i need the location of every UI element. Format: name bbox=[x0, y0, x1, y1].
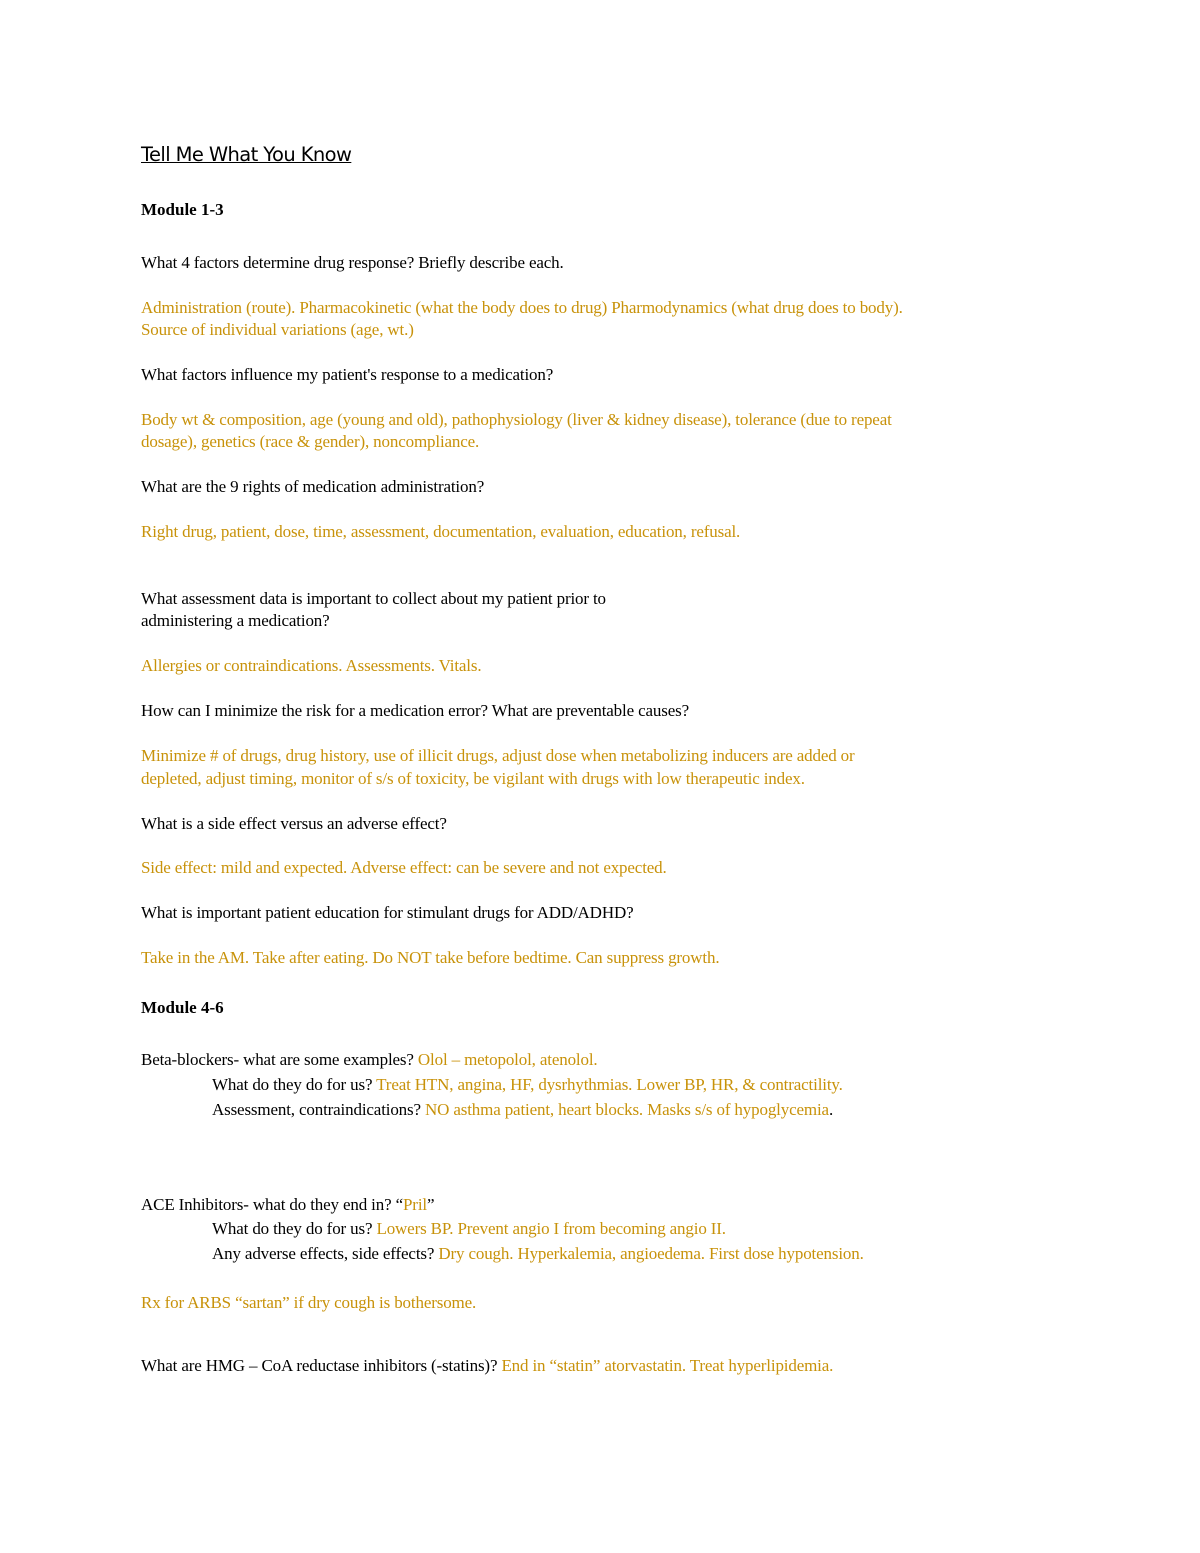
beta-blockers-answer: Olol – metopolol, atenolol. bbox=[417, 1050, 598, 1069]
beta-blockers-assessment bbox=[212, 1099, 833, 1121]
beta-blockers-assessment-period: . bbox=[828, 1100, 834, 1119]
question-9-rights: What are the 9 rights of medication administration? bbox=[141, 477, 485, 496]
ace-inhibitors-answer: Pril bbox=[403, 1195, 427, 1214]
ace-inhibitors-effects bbox=[212, 1243, 864, 1265]
beta-blockers-examples bbox=[141, 1049, 598, 1071]
question-side-effect: What is a side effect versus an adverse effect? bbox=[141, 814, 447, 833]
hmg-coa-answer: End in “statin” atorvastatin. Treat hyperlipidemia. bbox=[501, 1356, 834, 1375]
hmg-coa-question: What are HMG – CoA reductase inhibitors (-statins)? bbox=[141, 1356, 502, 1375]
question-assessment-line2: administering a medication? bbox=[141, 611, 330, 630]
hmg-coa-statins bbox=[141, 1355, 833, 1377]
beta-blockers-uses-answer: Treat HTN, angina, HF, dysrhythmias. Lower BP, HR, & contractility. bbox=[376, 1075, 843, 1094]
document-title: Tell Me What You Know bbox=[141, 143, 352, 166]
question-drug-response: What 4 factors determine drug response? Briefly describe each. bbox=[141, 253, 564, 272]
beta-blockers-assessment-answer: NO asthma patient, heart blocks. Masks s/s of hypoglycemia bbox=[425, 1100, 829, 1119]
module-1-3-heading: Module 1-3 bbox=[141, 200, 224, 219]
answer-stimulant-education: Take in the AM. Take after eating. Do NOT take before bedtime. Can suppress growth. bbox=[141, 948, 720, 967]
ace-inhibitors-effects-answer: Dry cough. Hyperkalemia, angioedema. First dose hypotension. bbox=[438, 1244, 864, 1263]
question-stimulant-education: What is important patient education for stimulant drugs for ADD/ADHD? bbox=[141, 903, 634, 922]
question-medication-error: How can I minimize the risk for a medication error? What are preventable causes? bbox=[141, 701, 689, 720]
beta-blockers-uses-question: What do they do for us? bbox=[212, 1075, 377, 1094]
ace-inhibitors-uses-answer: Lowers BP. Prevent angio I from becoming angio II. bbox=[376, 1219, 726, 1238]
answer-assessment: Allergies or contraindications. Assessments. Vitals. bbox=[141, 656, 482, 675]
answer-medication-error-line2: depleted, adjust timing, monitor of s/s of toxicity, be vigilant with drugs with low therapeutic index. bbox=[141, 769, 805, 788]
arbs-note: Rx for ARBS “sartan” if dry cough is bothersome. bbox=[141, 1293, 477, 1312]
answer-patient-response-line2: dosage), genetics (race & gender), noncompliance. bbox=[141, 432, 480, 451]
beta-blockers-uses bbox=[212, 1074, 843, 1096]
beta-blockers-question: Beta-blockers- what are some examples? bbox=[141, 1050, 418, 1069]
answer-medication-error-line1: Minimize # of drugs, drug history, use of illicit drugs, adjust dose when metabolizing inducers are added or bbox=[141, 746, 855, 765]
question-patient-response: What factors influence my patient's response to a medication? bbox=[141, 365, 554, 384]
ace-inhibitors-uses bbox=[212, 1218, 726, 1240]
answer-patient-response-line1: Body wt & composition, age (young and old), pathophysiology (liver & kidney disease), tolerance (due to repeat bbox=[141, 410, 892, 429]
ace-inhibitors-ending bbox=[141, 1194, 434, 1216]
ace-inhibitors-effects-question: Any adverse effects, side effects? bbox=[212, 1244, 439, 1263]
answer-drug-response-line1: Administration (route). Pharmacokinetic (what the body does to drug) Pharmodynamics (what drug does to body). bbox=[141, 298, 903, 317]
module-4-6-heading: Module 4-6 bbox=[141, 998, 224, 1017]
ace-inhibitors-question: ACE Inhibitors- what do they end in? “ bbox=[141, 1195, 403, 1214]
ace-inhibitors-close-quote: ” bbox=[426, 1195, 435, 1214]
question-assessment-line1: What assessment data is important to collect about my patient prior to bbox=[141, 589, 606, 608]
answer-side-effect: Side effect: mild and expected. Adverse effect: can be severe and not expected. bbox=[141, 858, 667, 877]
answer-drug-response-line2: Source of individual variations (age, wt.) bbox=[141, 320, 414, 339]
beta-blockers-assessment-question: Assessment, contraindications? bbox=[212, 1100, 425, 1119]
answer-9-rights: Right drug, patient, dose, time, assessment, documentation, evaluation, education, refusal. bbox=[141, 522, 741, 541]
ace-inhibitors-uses-question: What do they do for us? bbox=[212, 1219, 377, 1238]
